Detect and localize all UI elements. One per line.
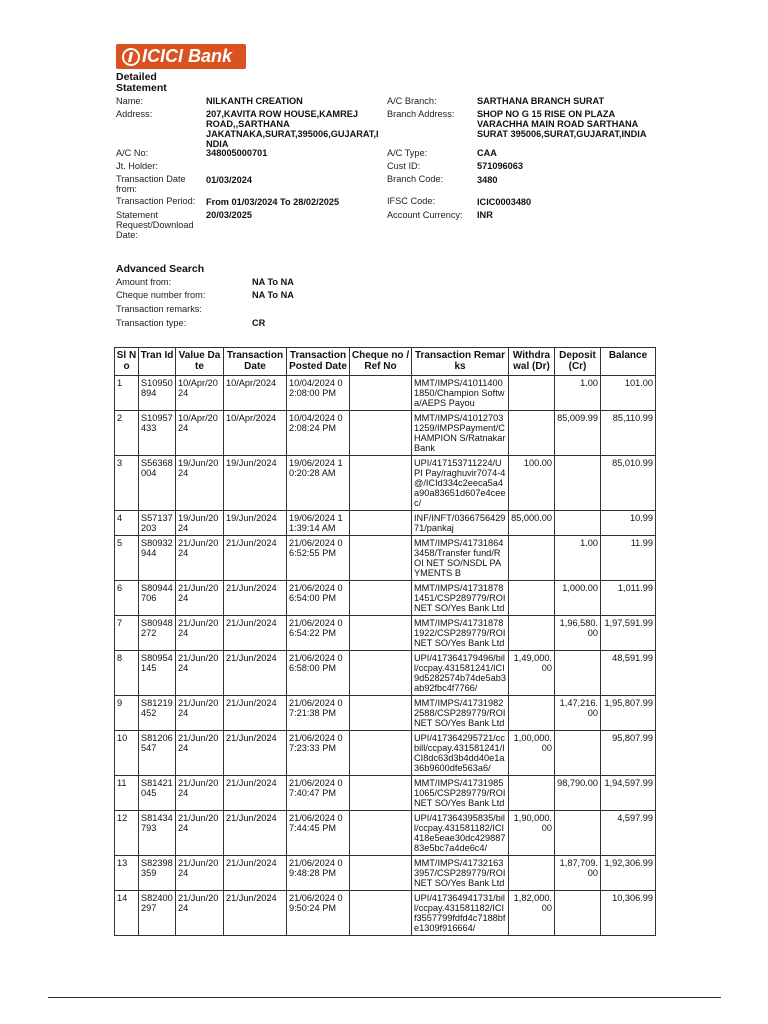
cell-remarks: UPI/417364295721/ccbill/ccpay.431581241/ICI8dc63d3b4dd40e1a36b9600dfe563a6/ xyxy=(412,731,509,776)
cell-transaction-date: 10/Apr/2024 xyxy=(224,376,287,411)
cell-value-date: 10/Apr/2024 xyxy=(176,376,224,411)
cell-transaction-date: 19/Jun/2024 xyxy=(224,511,287,536)
header-withdrawal: Withdra wal (Dr) xyxy=(509,348,555,376)
cell-withdrawal xyxy=(509,376,555,411)
cell-tran-id: S10950894 xyxy=(139,376,176,411)
cell-balance: 95,807.99 xyxy=(601,731,656,776)
cell-cheque-ref xyxy=(350,856,412,891)
cell-cheque-ref xyxy=(350,411,412,456)
cell-cheque-ref xyxy=(350,811,412,856)
cell-remarks: MMT/IMPS/417318781451/CSP289779/ROI NET SO/Yes Bank Ltd xyxy=(412,581,509,616)
cell-remarks: MMT/IMPS/417318643458/Transfer fund/ROI NET SO/NSDL PAYMENTS B xyxy=(412,536,509,581)
cell-deposit: 1,000.00 xyxy=(555,581,601,616)
cell-remarks: MMT/IMPS/410127031259/IMPSPayment/CHAMPION S/Ratnakar Bank xyxy=(412,411,509,456)
footer-divider xyxy=(48,997,721,998)
cell-value-date: 21/Jun/2024 xyxy=(176,891,224,936)
header-deposit: Deposit (Cr) xyxy=(555,348,601,376)
cell-remarks: MMT/IMPS/417318781922/CSP289779/ROI NET SO/Yes Bank Ltd xyxy=(412,616,509,651)
cell-tran-id: S10957433 xyxy=(139,411,176,456)
cust-id-label: Cust ID: xyxy=(387,161,421,171)
address-value: 207,KAVITA ROW HOUSE,KAMREJ ROAD,,SARTHANA JAKATNAKA,SURAT,395006,GUJARAT,I NDIA xyxy=(206,109,379,149)
transaction-remarks-label: Transaction remarks: xyxy=(116,304,202,314)
table-row xyxy=(115,776,656,811)
ac-branch-label: A/C Branch: xyxy=(387,96,437,106)
cell-balance: 48,591.99 xyxy=(601,651,656,696)
cell-sl-no: 5 xyxy=(115,536,139,581)
header-transaction-date: Transaction Date xyxy=(224,348,287,376)
transaction-period-label: Transaction Period: xyxy=(116,196,196,206)
advanced-search-title: Advanced Search xyxy=(116,263,205,275)
cell-sl-no: 13 xyxy=(115,856,139,891)
ifsc-code-label: IFSC Code: xyxy=(387,196,435,206)
cell-tran-id: S80932944 xyxy=(139,536,176,581)
cell-withdrawal: 1,49,000.00 xyxy=(509,651,555,696)
cell-cheque-ref xyxy=(350,536,412,581)
icici-bank-logo xyxy=(116,44,246,69)
branch-address-value: SHOP NO G 15 RISE ON PLAZA VARACHHA MAIN ROAD SARTHANA SURAT 395006,SURAT,GUJARAT,INDIA xyxy=(477,109,647,139)
cell-posted-date: 21/06/2024 09:50:24 PM xyxy=(287,891,350,936)
cell-value-date: 21/Jun/2024 xyxy=(176,696,224,731)
cell-cheque-ref xyxy=(350,776,412,811)
transaction-period-value: From 01/03/2024 To 28/02/2025 xyxy=(206,197,340,207)
amount-from-label: Amount from: xyxy=(116,277,172,287)
cell-balance: 1,011.99 xyxy=(601,581,656,616)
cell-deposit: 1,96,580.00 xyxy=(555,616,601,651)
header-balance: Balance xyxy=(601,348,656,376)
cell-withdrawal xyxy=(509,696,555,731)
cell-transaction-date: 21/Jun/2024 xyxy=(224,731,287,776)
statement-download-date-label: Statement Request/Download Date: xyxy=(116,210,194,240)
cell-tran-id: S81206547 xyxy=(139,731,176,776)
amount-from-value: NA To NA xyxy=(252,277,294,287)
cell-deposit xyxy=(555,731,601,776)
cell-withdrawal xyxy=(509,616,555,651)
cell-tran-id: S82398359 xyxy=(139,856,176,891)
cell-sl-no: 14 xyxy=(115,891,139,936)
icici-logo-mark-icon xyxy=(122,48,140,66)
cell-value-date: 21/Jun/2024 xyxy=(176,581,224,616)
cell-sl-no: 12 xyxy=(115,811,139,856)
name-value: NILKANTH CREATION xyxy=(206,96,303,106)
cell-posted-date: 21/06/2024 06:58:00 PM xyxy=(287,651,350,696)
cell-balance: 101.00 xyxy=(601,376,656,411)
cust-id-value: 571096063 xyxy=(477,161,523,171)
cell-deposit xyxy=(555,651,601,696)
cell-posted-date: 21/06/2024 07:21:38 PM xyxy=(287,696,350,731)
cell-balance: 85,010.99 xyxy=(601,456,656,511)
cell-value-date: 21/Jun/2024 xyxy=(176,776,224,811)
cell-cheque-ref xyxy=(350,456,412,511)
cell-value-date: 21/Jun/2024 xyxy=(176,616,224,651)
cell-sl-no: 9 xyxy=(115,696,139,731)
header-remarks: Transaction Remarks xyxy=(412,348,509,376)
cell-posted-date: 21/06/2024 07:44:45 PM xyxy=(287,811,350,856)
table-row xyxy=(115,511,656,536)
cell-balance: 1,94,597.99 xyxy=(601,776,656,811)
transaction-date-from-value: 01/03/2024 xyxy=(206,175,252,185)
ac-type-value: CAA xyxy=(477,148,497,158)
cell-deposit: 1,87,709.00 xyxy=(555,856,601,891)
cell-tran-id: S80948272 xyxy=(139,616,176,651)
header-posted-date: Transaction Posted Date xyxy=(287,348,350,376)
cell-cheque-ref xyxy=(350,581,412,616)
cell-value-date: 21/Jun/2024 xyxy=(176,536,224,581)
cell-withdrawal xyxy=(509,536,555,581)
table-row xyxy=(115,411,656,456)
cell-deposit: 1,47,216.00 xyxy=(555,696,601,731)
table-row xyxy=(115,581,656,616)
cell-value-date: 21/Jun/2024 xyxy=(176,651,224,696)
cell-transaction-date: 10/Apr/2024 xyxy=(224,411,287,456)
cell-sl-no: 6 xyxy=(115,581,139,616)
cell-posted-date: 10/04/2024 02:08:24 PM xyxy=(287,411,350,456)
statement-download-date-value: 20/03/2025 xyxy=(206,210,252,220)
joint-holder-label: Jt. Holder: xyxy=(116,161,158,171)
cell-value-date: 21/Jun/2024 xyxy=(176,811,224,856)
cell-transaction-date: 21/Jun/2024 xyxy=(224,891,287,936)
cell-withdrawal: 85,000.00 xyxy=(509,511,555,536)
cell-value-date: 19/Jun/2024 xyxy=(176,511,224,536)
cell-cheque-ref xyxy=(350,891,412,936)
cell-balance: 85,110.99 xyxy=(601,411,656,456)
cell-posted-date: 21/06/2024 07:23:33 PM xyxy=(287,731,350,776)
cell-transaction-date: 21/Jun/2024 xyxy=(224,811,287,856)
cell-deposit: 85,009.99 xyxy=(555,411,601,456)
cell-withdrawal: 1,90,000.00 xyxy=(509,811,555,856)
cell-value-date: 21/Jun/2024 xyxy=(176,731,224,776)
table-row xyxy=(115,696,656,731)
transactions-table xyxy=(114,347,656,936)
branch-code-value: 3480 xyxy=(477,175,498,185)
cell-balance: 4,597.99 xyxy=(601,811,656,856)
cell-cheque-ref xyxy=(350,731,412,776)
transaction-date-from-label: Transaction Date from: xyxy=(116,174,186,194)
cell-tran-id: S80954145 xyxy=(139,651,176,696)
cell-balance: 1,92,306.99 xyxy=(601,856,656,891)
cell-transaction-date: 19/Jun/2024 xyxy=(224,456,287,511)
cell-transaction-date: 21/Jun/2024 xyxy=(224,776,287,811)
table-row xyxy=(115,891,656,936)
cell-sl-no: 10 xyxy=(115,731,139,776)
cell-posted-date: 19/06/2024 11:39:14 AM xyxy=(287,511,350,536)
cell-withdrawal: 100.00 xyxy=(509,456,555,511)
cheque-number-from-value: NA To NA xyxy=(252,290,294,300)
table-row xyxy=(115,811,656,856)
cell-transaction-date: 21/Jun/2024 xyxy=(224,696,287,731)
cell-tran-id: S81219452 xyxy=(139,696,176,731)
cell-remarks: UPI/417364179496/bill/ccpay.431581241/ICI9d5282574b74de5ab3ab92fbc4f7766/ xyxy=(412,651,509,696)
table-row xyxy=(115,616,656,651)
cell-deposit xyxy=(555,511,601,536)
cell-withdrawal: 1,82,000.00 xyxy=(509,891,555,936)
transactions-body xyxy=(115,376,656,936)
header-tran-id: Tran Id xyxy=(139,348,176,376)
cell-cheque-ref xyxy=(350,376,412,411)
transaction-type-value: CR xyxy=(252,318,266,328)
cell-remarks: MMT/IMPS/417319822588/CSP289779/ROI NET SO/Yes Bank Ltd xyxy=(412,696,509,731)
cell-tran-id: S81421045 xyxy=(139,776,176,811)
cell-withdrawal xyxy=(509,856,555,891)
cell-posted-date: 21/06/2024 06:52:55 PM xyxy=(287,536,350,581)
cell-deposit: 1.00 xyxy=(555,376,601,411)
table-row xyxy=(115,456,656,511)
account-currency-value: INR xyxy=(477,210,493,220)
header-value-date: Value Date xyxy=(176,348,224,376)
ac-type-label: A/C Type: xyxy=(387,148,428,158)
cell-cheque-ref xyxy=(350,651,412,696)
cell-balance: 1,97,591.99 xyxy=(601,616,656,651)
cell-value-date: 21/Jun/2024 xyxy=(176,856,224,891)
ifsc-code-value: ICIC0003480 xyxy=(477,197,532,207)
cell-transaction-date: 21/Jun/2024 xyxy=(224,616,287,651)
cell-posted-date: 10/04/2024 02:08:00 PM xyxy=(287,376,350,411)
cell-deposit: 1.00 xyxy=(555,536,601,581)
account-currency-label: Account Currency: xyxy=(387,210,463,220)
cell-sl-no: 7 xyxy=(115,616,139,651)
cell-balance: 10,306.99 xyxy=(601,891,656,936)
cell-sl-no: 3 xyxy=(115,456,139,511)
branch-code-label: Branch Code: xyxy=(387,174,444,184)
name-label: Name: xyxy=(116,96,144,106)
cell-deposit xyxy=(555,811,601,856)
account-number-label: A/C No: xyxy=(116,148,149,158)
cell-posted-date: 21/06/2024 06:54:00 PM xyxy=(287,581,350,616)
table-row xyxy=(115,651,656,696)
cell-remarks: UPI/417153711224/UPI Pay/raghuvir7074-4@/ICId334c2eeca5a4a90a83651d607e4ceec/ xyxy=(412,456,509,511)
cell-remarks: INF/INFT/036675642971/pankaj xyxy=(412,511,509,536)
cell-withdrawal xyxy=(509,776,555,811)
cell-sl-no: 8 xyxy=(115,651,139,696)
header-sl-no: Sl No xyxy=(115,348,139,376)
cell-value-date: 19/Jun/2024 xyxy=(176,456,224,511)
branch-address-label: Branch Address: xyxy=(387,109,455,119)
cell-deposit: 98,790.00 xyxy=(555,776,601,811)
cell-balance: 11.99 xyxy=(601,536,656,581)
document-title: Detailed Statement xyxy=(116,71,167,94)
cell-posted-date: 21/06/2024 07:40:47 PM xyxy=(287,776,350,811)
cell-transaction-date: 21/Jun/2024 xyxy=(224,651,287,696)
table-row xyxy=(115,856,656,891)
cell-posted-date: 21/06/2024 06:54:22 PM xyxy=(287,616,350,651)
table-header-row xyxy=(115,348,656,376)
cell-sl-no: 2 xyxy=(115,411,139,456)
address-label: Address: xyxy=(116,109,153,119)
cell-remarks: MMT/IMPS/417321633957/CSP289779/ROI NET SO/Yes Bank Ltd xyxy=(412,856,509,891)
cell-deposit xyxy=(555,456,601,511)
cell-withdrawal xyxy=(509,581,555,616)
cell-tran-id: S82400297 xyxy=(139,891,176,936)
cell-withdrawal: 1,00,000.00 xyxy=(509,731,555,776)
cell-remarks: MMT/IMPS/417319851065/CSP289779/ROI NET SO/Yes Bank Ltd xyxy=(412,776,509,811)
cell-posted-date: 21/06/2024 09:48:28 PM xyxy=(287,856,350,891)
logo-text: ICICI Bank xyxy=(142,46,233,66)
header-cheque-ref: Cheque no / Ref No xyxy=(350,348,412,376)
table-row xyxy=(115,536,656,581)
cell-cheque-ref xyxy=(350,696,412,731)
cell-tran-id: S57137203 xyxy=(139,511,176,536)
transaction-type-label: Transaction type: xyxy=(116,318,187,328)
account-number-value: 348005000701 xyxy=(206,148,268,158)
cell-transaction-date: 21/Jun/2024 xyxy=(224,581,287,616)
cell-balance: 1,95,807.99 xyxy=(601,696,656,731)
cell-tran-id: S81434793 xyxy=(139,811,176,856)
table-row xyxy=(115,376,656,411)
cell-remarks: MMT/IMPS/410114001850/Champion Softwa/AEPS Payou xyxy=(412,376,509,411)
cell-sl-no: 11 xyxy=(115,776,139,811)
cell-deposit xyxy=(555,891,601,936)
cell-transaction-date: 21/Jun/2024 xyxy=(224,536,287,581)
cell-sl-no: 4 xyxy=(115,511,139,536)
cheque-number-from-label: Cheque number from: xyxy=(116,290,206,300)
cell-posted-date: 19/06/2024 10:20:28 AM xyxy=(287,456,350,511)
cell-cheque-ref xyxy=(350,511,412,536)
cell-balance: 10.99 xyxy=(601,511,656,536)
ac-branch-value: SARTHANA BRANCH SURAT xyxy=(477,96,605,106)
table-row xyxy=(115,731,656,776)
cell-transaction-date: 21/Jun/2024 xyxy=(224,856,287,891)
cell-withdrawal xyxy=(509,411,555,456)
cell-value-date: 10/Apr/2024 xyxy=(176,411,224,456)
cell-remarks: UPI/417364395835/bill/ccpay.431581182/ICI418e5eae30dc42988783e5bc7a4de6c4/ xyxy=(412,811,509,856)
cell-cheque-ref xyxy=(350,616,412,651)
cell-tran-id: S56368004 xyxy=(139,456,176,511)
cell-remarks: UPI/417364941731/bill/ccpay.431581182/ICIf3557799fdfd4c7188bfe1309f916664/ xyxy=(412,891,509,936)
cell-tran-id: S80944706 xyxy=(139,581,176,616)
cell-sl-no: 1 xyxy=(115,376,139,411)
